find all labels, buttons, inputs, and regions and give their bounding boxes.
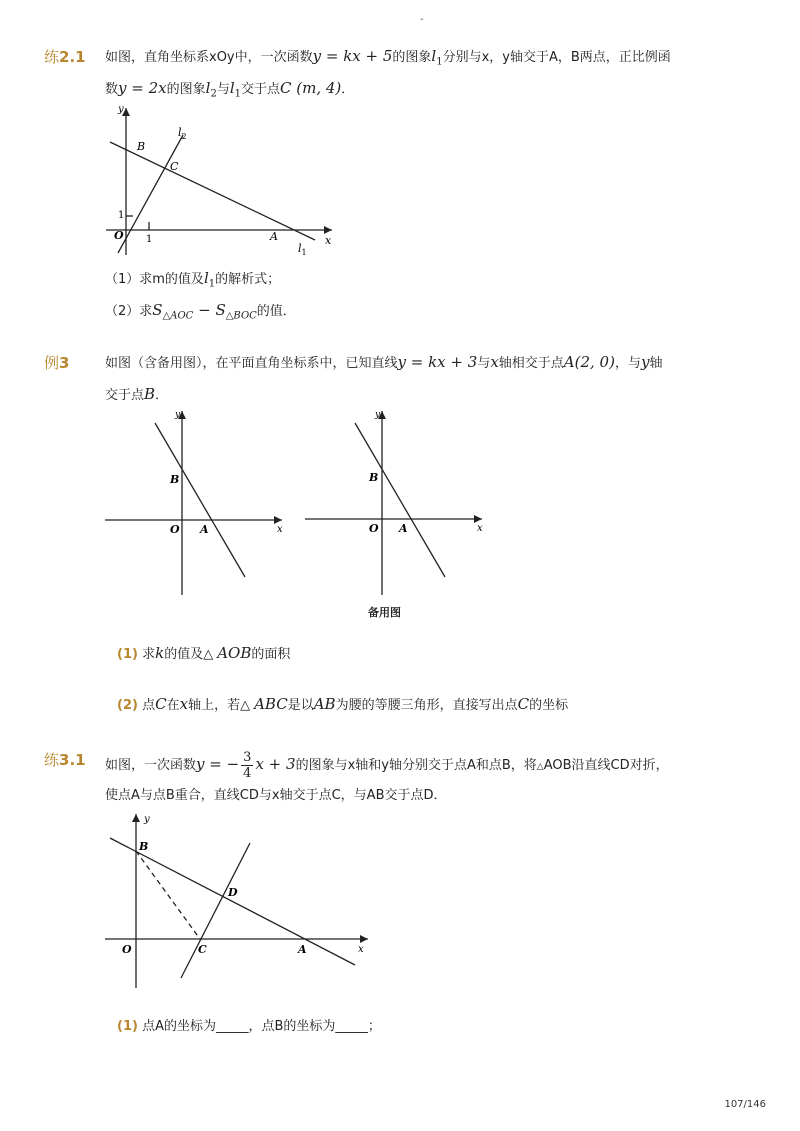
x-label: x [277,524,283,535]
ex3-figure-main [100,405,290,600]
origin-label: O [170,523,180,536]
var: x [490,353,499,371]
origin-label: O [122,943,132,956]
x-label: x [477,523,483,534]
line-AB [110,838,355,965]
text: 是以 [287,698,314,713]
ex21-question-2 [105,300,296,327]
text: 数 [105,82,119,97]
example-3-tag [44,352,69,373]
text: 轴上，若△ [188,698,251,713]
point-A-label: A [298,943,307,956]
text: 交于点 [105,388,145,403]
segment-BC-dashed [136,851,200,939]
triangle: ABC [254,695,288,713]
x-arrow [274,516,282,524]
subscript: 2 [210,88,217,100]
y-arrow [132,814,140,822]
point: C (m, 4) [280,79,342,97]
exercise-3-1-tag [44,749,86,770]
text: 轴 [649,356,663,371]
x-arrow [360,935,368,943]
point-A-label: A [270,230,278,243]
l2-label: $l_2$ [178,126,187,141]
var: y [640,353,650,371]
fraction-denominator: 4 [243,766,252,781]
equation: y = kx + 5 [312,47,393,65]
fraction [241,750,253,781]
text: 为腰的等腰三角形，直接写出点 [335,698,518,713]
x-label: x [358,944,364,955]
exercise-2-1-tag [44,46,86,67]
subscript: 1 [208,278,216,290]
operator: − [193,301,216,319]
text: （2）求 [105,304,153,319]
triangle-symbol: △ [536,762,544,772]
x-label: x [325,234,332,247]
text: 在 [166,698,180,713]
text: 轴相交于点 [498,356,564,371]
question-label: (1) [117,647,138,662]
point-B-label: B [137,140,146,153]
segment: AB [313,695,336,713]
l1-label: $l_1$ [298,242,307,257]
line-symbol: l [431,47,437,65]
ex31-line2: 使点A与点B重合，直线CD与x轴交于点C，与AB交于点D． [105,788,447,803]
text: ． [155,388,169,403]
tag-number: 3 [59,354,70,372]
text: ． [341,82,355,97]
tag-number: 3.1 [59,751,86,769]
line-symbol: l [205,79,211,97]
text: （1）求m的值及 [105,272,204,287]
origin-label: O [114,229,124,242]
ex31-figure [100,808,375,993]
text: 分别与x，y轴交于A，B两点，正比例函 [442,50,671,65]
area-symbol: S [152,301,163,319]
text: 的值及△ [164,647,214,662]
point-B-label: B [170,473,180,486]
text: 与 [216,82,230,97]
ex3-line2 [105,384,168,406]
tag-number: 2.1 [59,48,86,66]
text: 求 [142,647,156,662]
text: 如图（含备用图），在平面直角坐标系中，已知直线 [105,356,398,371]
text: 的图象 [166,82,206,97]
equation: y = kx + 3 [397,353,478,371]
unit-y-label: 1 [118,210,125,221]
ex21-question-1 [105,268,280,295]
area-symbol: S [215,301,226,319]
point-B-label: B [369,471,379,484]
ex21-line1 [105,46,671,73]
text: 的值． [256,304,296,319]
line-AB [355,423,445,577]
x-arrow [474,515,482,523]
ex3-line1 [105,352,662,374]
text: 的解析式； [215,272,281,287]
page-number: 107/146 [724,1099,766,1110]
top-mark: - [420,14,424,25]
text: 的面积 [251,647,291,662]
point-A-label: A [200,523,209,536]
triangle: AOB [217,644,252,662]
equation: y = 2x [118,79,167,97]
equation: y = − [196,755,240,773]
text: 的图象 [392,50,432,65]
text: 交于点 [241,82,281,97]
ex21-figure [100,100,345,265]
var: C [155,695,167,713]
ex3-figure-backup [300,405,490,600]
tag-prefix: 例 [44,354,60,372]
point-C-label: C [198,943,207,956]
point-A-label: A [399,522,408,535]
subscript: △AOC [162,310,194,322]
x-arrow [324,226,332,234]
tag-prefix: 练 [44,48,60,66]
ex31-line1 [105,750,669,781]
ex3-question-2 [117,694,568,716]
y-label: y [175,410,181,420]
y-label: y [118,104,124,115]
y-label: y [144,814,150,825]
origin-label: O [369,522,379,535]
y-label: y [375,410,381,420]
ex31-question-1 [117,1017,381,1037]
subscript: △BOC [225,310,257,322]
var: x [179,695,189,713]
text: 如图，直角坐标系xOy中，一次函数 [105,50,313,65]
line-symbol: l [203,269,209,287]
point-C-label: C [170,160,179,173]
question-label: (2) [117,698,138,713]
backup-figure-caption: 备用图 [368,606,401,619]
line-symbol: l [229,79,235,97]
text: ，与 [614,356,641,371]
point: A(2, 0) [563,353,615,371]
point-D-label: D [228,886,238,899]
fraction-numerator: 3 [243,750,252,765]
point-B-label: B [139,840,149,853]
text: 与 [477,356,491,371]
subscript: 1 [234,88,242,100]
ex3-question-1 [117,643,290,665]
line-CD [181,843,250,978]
var: C [517,695,530,713]
text: 的坐标 [529,698,569,713]
text: 点A的坐标为_____，点B的坐标为_____； [142,1019,381,1034]
tag-prefix: 练 [44,751,60,769]
question-label: (1) [117,1019,138,1034]
point: B [144,385,156,403]
text: 的图象与x轴和y轴分别交于点A和点B，将 [295,758,537,773]
line-AB [155,423,245,577]
text: AOB沿直线CD对折， [543,758,669,773]
text: 如图，一次函数 [105,758,197,773]
equation: x + 3 [255,755,296,773]
text: 点 [142,698,156,713]
unit-x-label: 1 [146,234,153,245]
var: k [155,644,165,662]
line-l1 [110,142,315,240]
subscript: 1 [436,56,443,68]
